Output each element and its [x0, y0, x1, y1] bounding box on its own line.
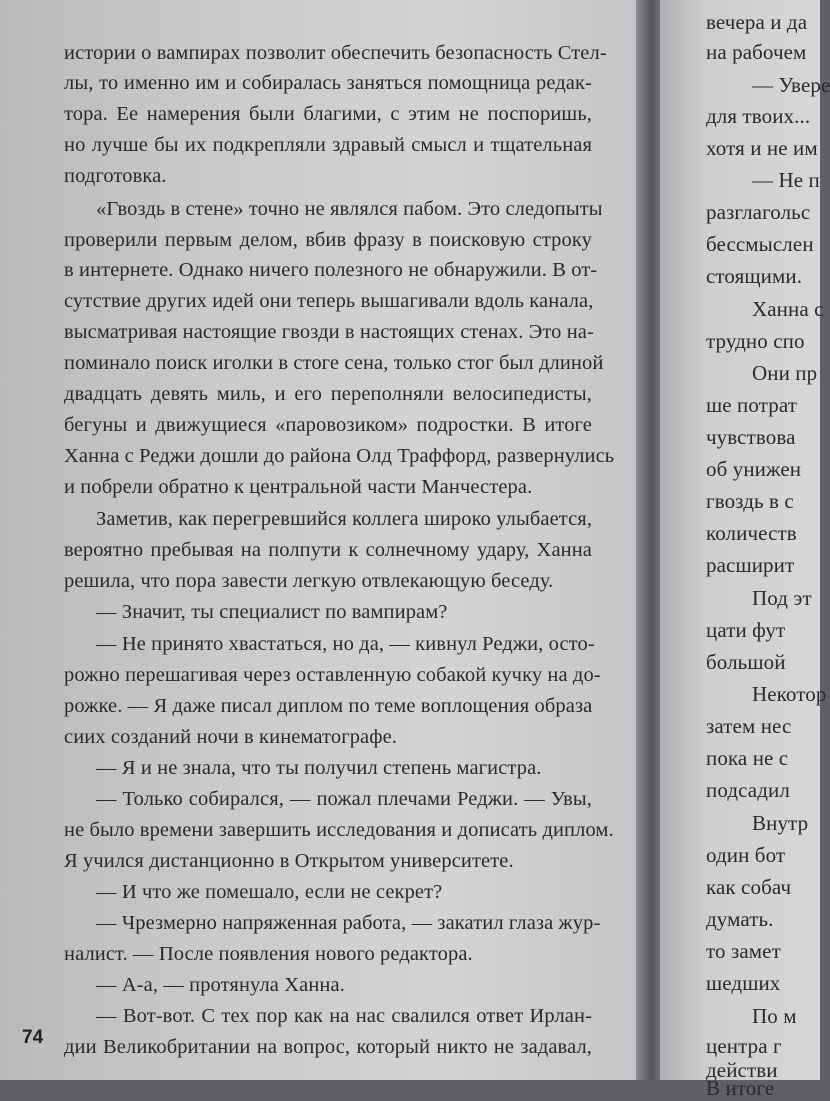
- text-line: — И что же помешало, если не секрет?: [96, 881, 443, 903]
- text-line: двадцать девять миль, и его переполняли велосипедисты,: [64, 383, 592, 405]
- text-line: не было времени завершить исследования и дописать диплом.: [64, 819, 614, 841]
- text-line: расширит: [706, 553, 795, 577]
- right-book-page: [660, 0, 830, 1100]
- text-line: рожке. — Я даже писал диплом по теме воплощения образа: [64, 695, 593, 717]
- text-line: рожно перешагивая через оставленную собакой кучку на до-: [64, 664, 601, 686]
- text-line: подсадил: [706, 778, 790, 802]
- text-line: думать.: [706, 907, 774, 931]
- text-line: Под эт: [752, 586, 812, 610]
- text-line: на рабочем: [706, 40, 807, 64]
- text-line: затем нес: [706, 714, 792, 738]
- text-line: сутствие других идей они теперь вышагивали вдоль канала,: [64, 290, 594, 312]
- text-line: — Только собирался, — пожал плечами Реджи. — Увы,: [96, 788, 592, 810]
- text-line: большой: [706, 650, 786, 674]
- text-line: вероятно пребывая на полпути к солнечному удару, Ханна: [64, 539, 592, 561]
- text-line: Ханна с Реджи дошли до района Олд Траффорд, развернулись: [64, 445, 615, 467]
- text-line: дии Великобритании на вопрос, который никто не задавал,: [64, 1036, 592, 1058]
- text-line: — Я и не знала, что ты получил степень магистра.: [96, 757, 542, 779]
- text-line: Они пр: [752, 361, 818, 385]
- text-line: для твоих...: [706, 104, 811, 128]
- text-line: — Чрезмерно напряженная работа, — закатил глаза жур-: [96, 912, 601, 934]
- text-line: то замет: [706, 939, 781, 963]
- text-line: тора. Ее намерения были благими, с этим не поспоришь,: [64, 103, 592, 125]
- text-line: центра г: [706, 1034, 782, 1058]
- text-line: — А-а, — протянула Ханна.: [96, 974, 345, 996]
- text-line: По м: [752, 1004, 797, 1028]
- text-line: действи: [706, 1058, 778, 1082]
- text-line: стоящими.: [706, 264, 803, 288]
- text-line: «Гвоздь в стене» точно не являлся пабом. Это следопыты: [96, 198, 603, 220]
- text-line: хотя и не им: [706, 136, 818, 160]
- text-line: шедших: [706, 971, 781, 995]
- text-line: — Значит, ты специалист по вампирам?: [96, 601, 448, 623]
- text-line: истории о вампирах позволит обеспечить безопасность Стел-: [64, 42, 607, 64]
- text-line: об унижен: [706, 457, 802, 481]
- text-line: налист. — После появления нового редактора.: [64, 943, 473, 965]
- text-line: подготовка.: [64, 165, 167, 187]
- text-line: лы, то именно им и собиралась заняться помощница редак-: [64, 72, 592, 94]
- text-line: ше потрат: [706, 393, 797, 417]
- text-line: — Вот-вот. С тех пор как на нас свалился ответ Ирлан-: [96, 1005, 592, 1027]
- text-line: бессмыслен: [706, 232, 814, 256]
- text-line: один бот: [706, 843, 786, 867]
- text-line: В итоге: [706, 1076, 775, 1100]
- text-line: пока не с: [706, 746, 789, 770]
- text-line: вечера и да: [706, 10, 808, 34]
- page-number: 74: [22, 1027, 44, 1048]
- text-line: количеств: [706, 521, 797, 545]
- text-line: проверили первым делом, вбив фразу в поисковую строку: [64, 229, 592, 251]
- text-line: чувствова: [706, 425, 796, 449]
- text-line: Я учился дистанционно в Открытом университете.: [64, 850, 514, 872]
- text-line: Некотор: [752, 682, 827, 706]
- text-line: цати фут: [706, 618, 786, 642]
- text-line: и побрели обратно к центральной части Манчестера.: [64, 476, 533, 498]
- text-line: — Не принято хвастаться, но да, — кивнул Реджи, осто-: [96, 633, 595, 655]
- text-line: сиих созданий ночи в кинематографе.: [64, 726, 398, 748]
- text-line: решила, что пора завести легкую отвлекающую беседу.: [64, 570, 554, 592]
- text-line: поминало поиск иголки в стоге сена, только стог был длиной: [64, 352, 604, 374]
- text-line: Ханна с: [752, 297, 824, 321]
- text-line: высматривая настоящие гвозди в настоящих стенах. Это на-: [64, 321, 594, 343]
- text-line: бегуны и движущиеся «паровозиком» подростки. В итоге: [64, 414, 592, 436]
- text-line: Заметив, как перегревшийся коллега широко улыбается,: [96, 508, 593, 530]
- text-line: как собач: [706, 875, 792, 899]
- text-line: но лучше бы их подкрепляли здравый смысл и тщательная: [64, 134, 592, 156]
- text-line: разглагольс: [706, 200, 811, 224]
- text-line: гвоздь в с: [706, 489, 794, 513]
- text-line: — Не п: [752, 168, 820, 192]
- text-line: трудно спо: [706, 329, 805, 353]
- text-line: Внутр: [752, 811, 809, 835]
- text-line: — Увере: [752, 73, 830, 97]
- text-line: в интернете. Однако ничего полезного не обнаружили. В от-: [64, 259, 598, 281]
